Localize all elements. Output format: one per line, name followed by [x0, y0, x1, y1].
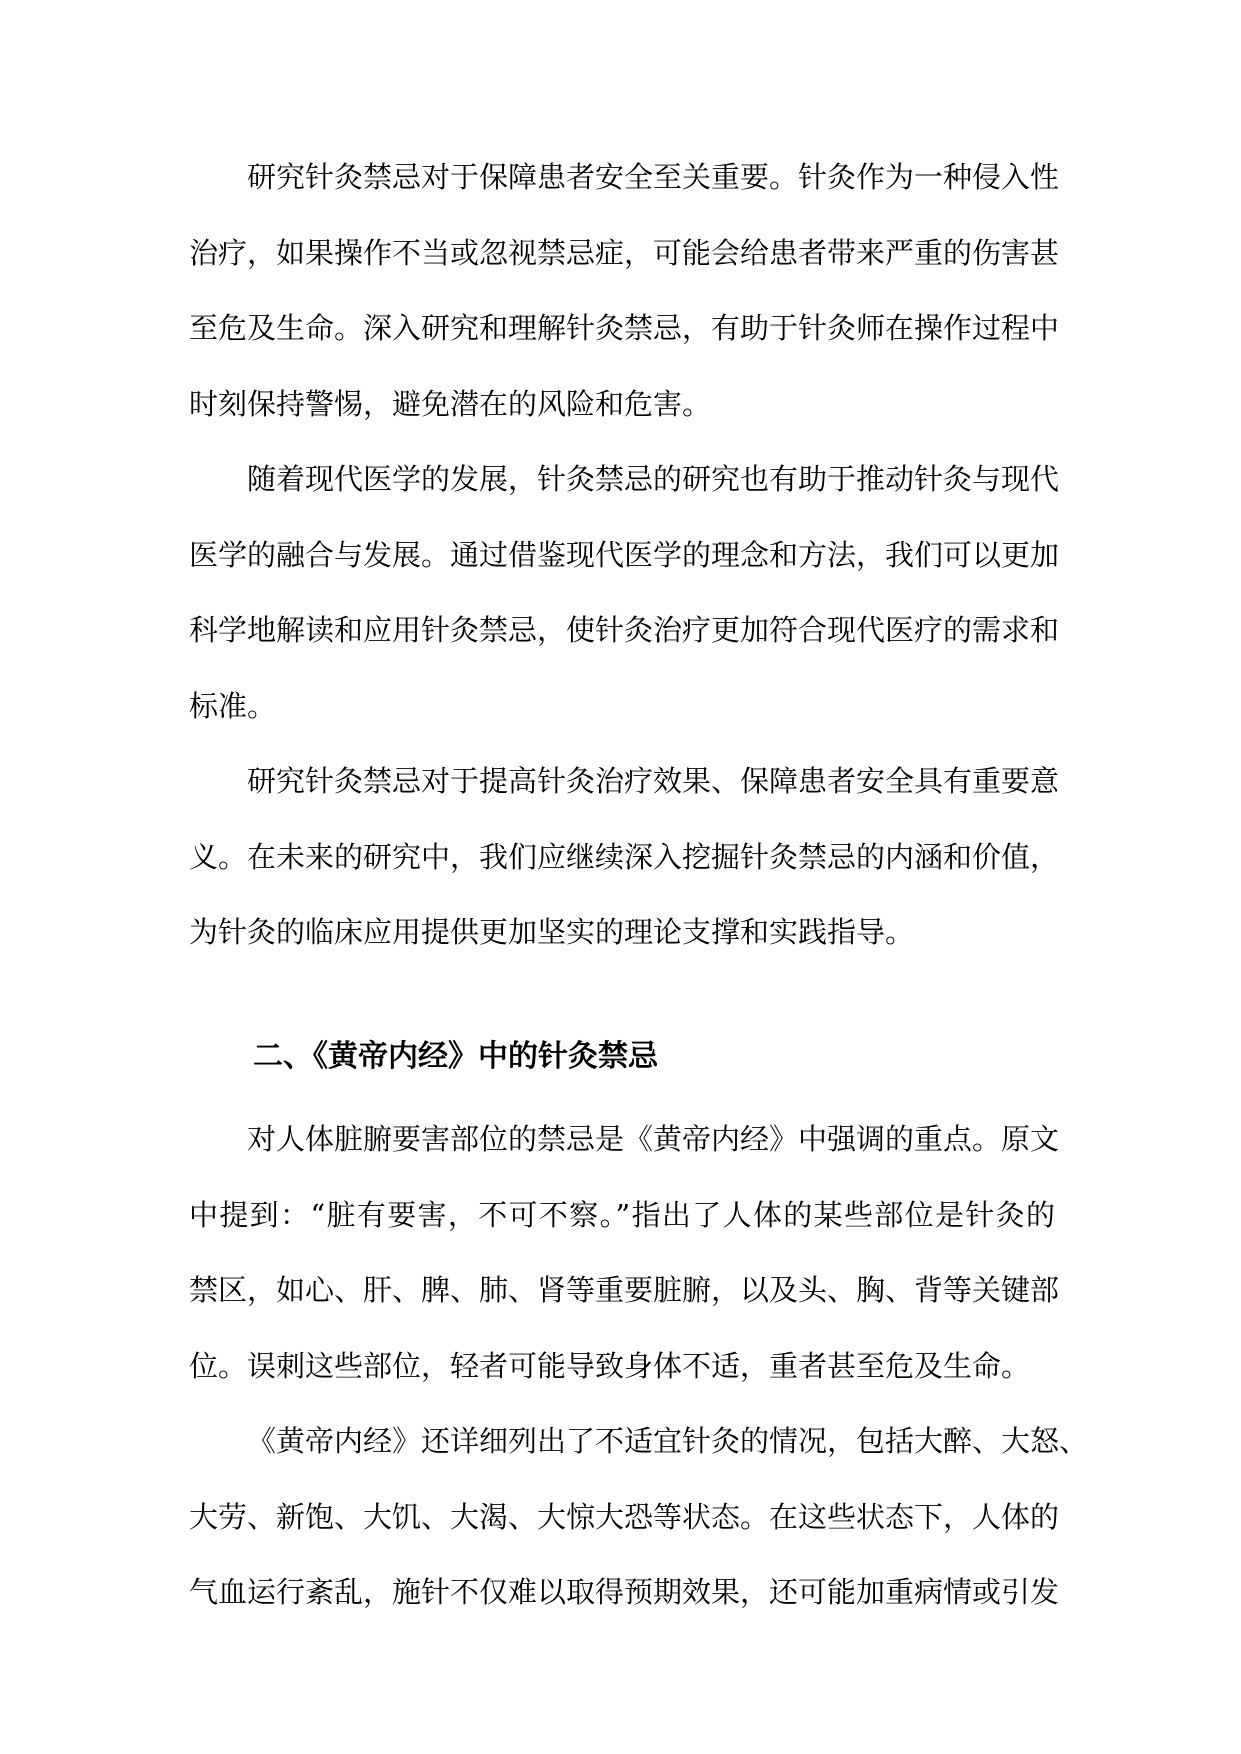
paragraph-line: 医学的融合与发展。通过借鉴现代医学的理念和方法，我们可以更加 [189, 537, 1060, 572]
paragraph-patient-safety [189, 140, 1060, 442]
paragraph-line: 气血运行紊乱，施针不仅难以取得预期效果，还可能加重病情或引发 [189, 1575, 1060, 1609]
paragraph-line: 对人体脏腑要害部位的禁忌是《黄帝内经》中强调的重点。原文 [247, 1122, 1060, 1156]
paragraph-line: 随着现代医学的发展，针灸禁忌的研究也有助于推动针灸与现代 [247, 462, 1060, 496]
paragraph-significance [189, 744, 1060, 971]
paragraph-organ-taboos [189, 1102, 1060, 1404]
paragraph-line: 义。在未来的研究中，我们应继续深入挖掘针灸禁忌的内涵和价值， [189, 839, 1060, 874]
document-body [189, 140, 1089, 1631]
paragraph-line: 为针灸的临床应用提供更加坚实的理论支撑和实践指导。 [189, 915, 915, 949]
spacer [189, 971, 1055, 1019]
paragraph-line: 治疗，如果操作不当或忽视禁忌症，可能会给患者带来严重的伤害甚 [189, 235, 1060, 270]
paragraph-line: 大劳、新饱、大饥、大渴、大惊大恐等状态。在这些状态下，人体的 [189, 1499, 1060, 1534]
section-heading: 二、《黄帝内经》中的针灸禁忌 [253, 1038, 658, 1074]
paragraph-line: 研究针灸禁忌对于提高针灸治疗效果、保障患者安全具有重要意 [247, 764, 1060, 798]
paragraph-line: 研究针灸禁忌对于保障患者安全至关重要。针灸作为一种侵入性 [247, 160, 1060, 194]
spacer [189, 1094, 1055, 1102]
paragraph-line: 科学地解读和应用针灸禁忌，使针灸治疗更加符合现代医疗的需求和 [189, 613, 1060, 647]
paragraph-line: 禁区，如心、肝、脾、肺、肾等重要脏腑，以及头、胸、背等关键部 [189, 1273, 1060, 1307]
paragraph-line: 位。误刺这些部位，轻者可能导致身体不适，重者甚至危及生命。 [189, 1348, 1031, 1383]
paragraph-line: 中提到：“脏有要害，不可不察。”指出了人体的某些部位是针灸的 [189, 1197, 1055, 1232]
paragraph-line: 时刻保持警惕，避免潜在的风险和危害。 [189, 386, 712, 421]
paragraph-line: 至危及生命。深入研究和理解针灸禁忌，有助于针灸师在操作过程中 [189, 311, 1060, 345]
paragraph-line: 《黄帝内经》还详细列出了不适宜针灸的情况，包括大醉、大怒、 [247, 1424, 1089, 1458]
paragraph-unsuitable-states [189, 1404, 1089, 1631]
paragraph-line: 标准。 [189, 688, 277, 723]
paragraph-modern-medicine [189, 442, 1060, 744]
